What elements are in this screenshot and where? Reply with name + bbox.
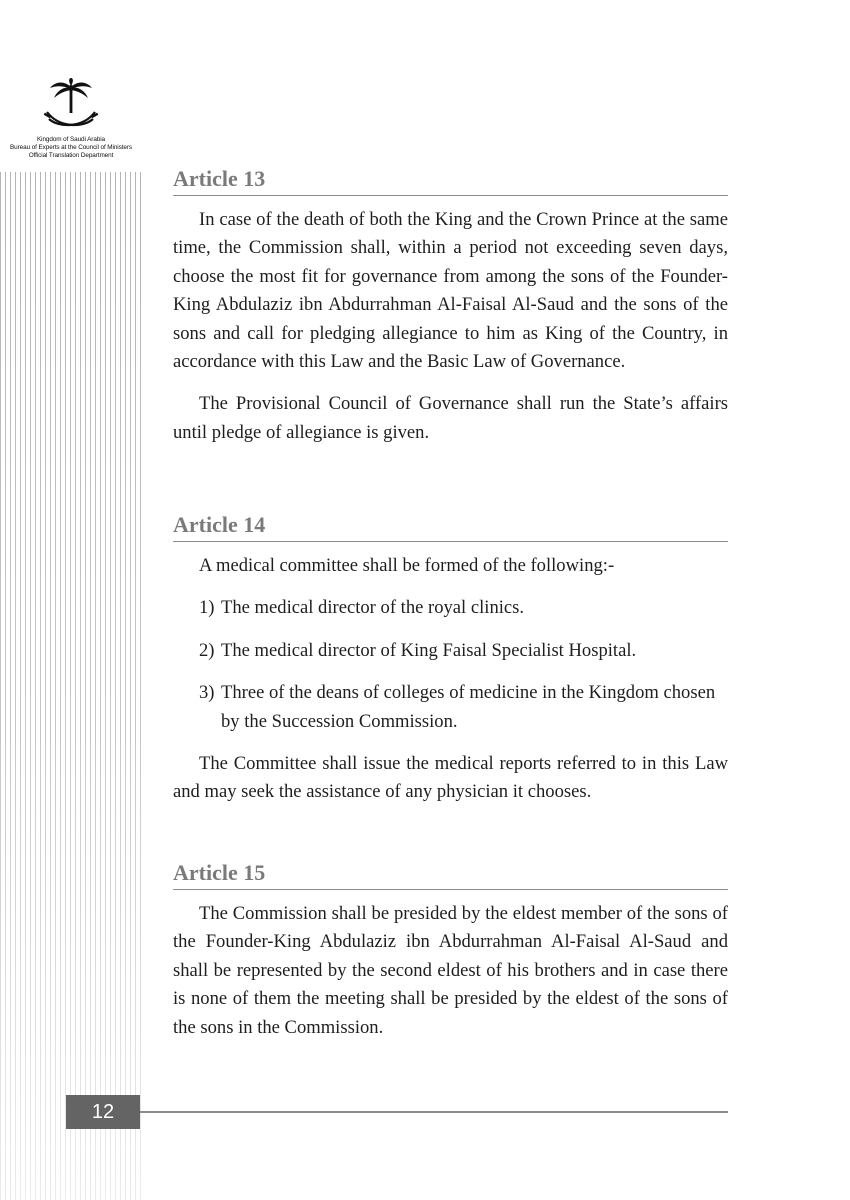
palm-and-swords-emblem-icon — [41, 78, 101, 134]
article-13-paragraph: In case of the death of both the King and the Crown Prince at the same time, the Commission shall, within a period not exceeding seven days, choose the most fit for governance from among the sons of the Founder-King Abdulaziz ibn Abdurrahman Al-Faisal Al-Saud and the sons of the sons and call for pledging allegiance to him as King of the Country, in accordance with this Law and the Basic Law of Governance. — [173, 209, 728, 373]
article-13-paragraph: The Provisional Council of Governance shall run the State’s affairs until pledge of allegiance is given. — [173, 393, 728, 443]
list-item — [173, 594, 728, 622]
list-item-text: Three of the deans of colleges of medicine in the Kingdom chosen by the Succession Commission. — [221, 682, 716, 732]
list-item-text: The medical director of the royal clinics. — [221, 597, 525, 619]
header-line-kingdom: Kingdom of Saudi Arabia — [36, 136, 106, 143]
article-15-title: Article 15 — [173, 860, 728, 890]
header-line-bureau: Bureau of Experts at the Council of Ministers — [10, 144, 132, 151]
footer-divider — [140, 1111, 728, 1113]
article-14-closing: The Committee shall issue the medical reports referred to in this Law and may seek the assistance of any physician it chooses. — [173, 753, 728, 803]
list-item — [173, 637, 728, 665]
header-line-department: Official Translation Department — [28, 152, 114, 159]
list-item-number: 1) — [199, 597, 215, 619]
list-item-number: 2) — [199, 639, 215, 661]
list-item-text: The medical director of King Faisal Specialist Hospital. — [221, 639, 637, 661]
article-13-title: Article 13 — [173, 166, 728, 196]
article-14-intro: A medical committee shall be formed of the following:- — [199, 555, 615, 576]
list-item-number: 3) — [199, 682, 215, 704]
article-15-paragraph: The Commission shall be presided by the eldest member of the sons of the Founder-King Abdulaziz ibn Abdurrahman Al-Faisal Al-Saud and shall be represented by the second eldest of his brothers and in case there is none of them the meeting shall be presided by the eldest of the sons of the sons in the Commission. — [173, 903, 728, 1038]
article-15-section — [173, 860, 728, 1056]
list-item — [173, 679, 728, 736]
header-logo — [0, 78, 142, 160]
article-13-section — [173, 166, 728, 461]
page-number: 12 — [66, 1095, 140, 1129]
article-14-title: Article 14 — [173, 512, 728, 542]
decorative-stripes — [0, 172, 142, 1200]
article-14-section — [173, 512, 728, 821]
